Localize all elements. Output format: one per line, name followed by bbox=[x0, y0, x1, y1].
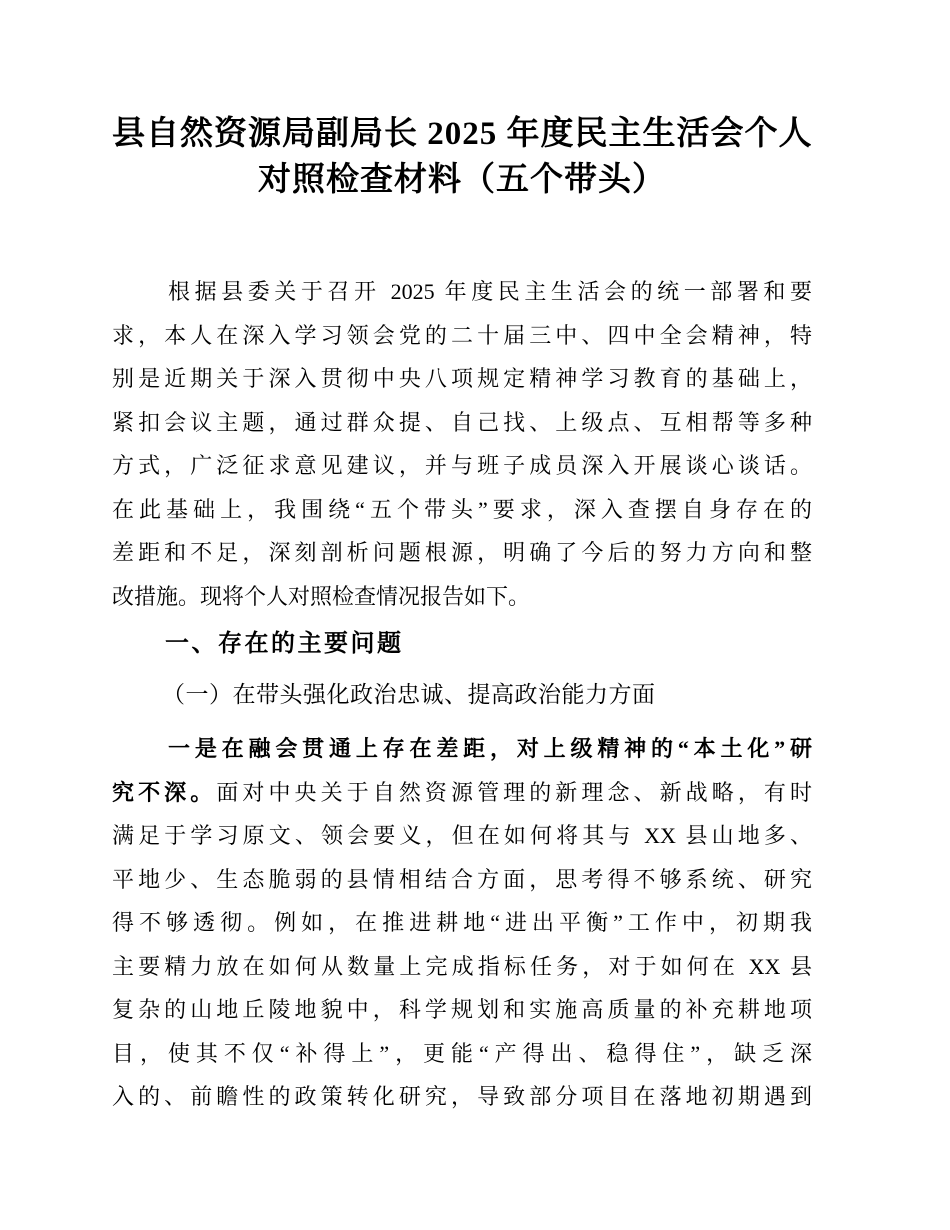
document-page bbox=[112, 0, 812, 1119]
text-line bbox=[112, 988, 812, 1032]
text-segment: 主要精力放在如何从数量上完成指标任务，对于如何在 XX 县 bbox=[112, 953, 812, 979]
issues-paragraph bbox=[112, 727, 812, 1119]
text-segment: 方式，广泛征求意见建议，并与班子成员深入开展谈心谈话。 bbox=[112, 453, 812, 478]
text-line bbox=[112, 771, 812, 815]
text-line bbox=[112, 945, 812, 989]
text-segment: 入的、前瞻性的政策转化研究，导致部分项目在落地初期遇到 bbox=[112, 1084, 812, 1109]
subsection-heading-political-loyalty: （一）在带头强化政治忠诚、提高政治能力方面 bbox=[162, 682, 656, 707]
bold-text-segment: 一是在融会贯通上存在差距，对上级精神的“本土化”研 bbox=[168, 736, 812, 761]
text-line bbox=[112, 444, 812, 488]
text-segment: 紧扣会议主题，通过群众提、自己找、上级点、互相帮等多种 bbox=[112, 409, 812, 435]
text-line bbox=[112, 1032, 812, 1076]
text-segment: 求，本人在深入学习领会党的二十届三中、四中全会精神，特 bbox=[112, 322, 812, 348]
text-segment: 平地少、生态脆弱的县情相结合方面，思考得不够系统、研究 bbox=[112, 866, 812, 892]
text-line bbox=[112, 858, 812, 902]
text-segment: 根据县委关于召开 2025 年度民主生活会的统一部署和要 bbox=[168, 279, 812, 304]
text-segment: 差距和不足，深刻剖析问题根源，明确了今后的努力方向和整 bbox=[112, 540, 812, 565]
document-title-line-1: 县自然资源局副局长 2025 年度民主生活会个人 bbox=[112, 116, 813, 152]
text-segment: 改措施。现将个人对照检查情况报告如下。 bbox=[112, 583, 531, 609]
text-line bbox=[112, 814, 812, 858]
text-line bbox=[112, 270, 812, 314]
text-line bbox=[112, 357, 812, 401]
intro-paragraph bbox=[112, 270, 812, 618]
text-line bbox=[112, 1075, 812, 1119]
section-heading-main-problems: 一、存在的主要问题 bbox=[165, 630, 404, 657]
text-line bbox=[112, 575, 812, 619]
text-line bbox=[112, 727, 812, 771]
text-line bbox=[112, 531, 812, 575]
document-title-line-2: 对照检查材料（五个带头） bbox=[258, 162, 666, 198]
text-line bbox=[112, 401, 812, 445]
text-line bbox=[112, 314, 812, 358]
text-segment: 目，使其不仅“补得上”，更能“产得出、稳得住”，缺乏深 bbox=[112, 1040, 812, 1066]
text-segment: 面对中央关于自然资源管理的新理念、新战略，有时 bbox=[216, 779, 812, 805]
text-segment: 在此基础上，我围绕“五个带头”要求，深入查摆自身存在的 bbox=[112, 496, 812, 522]
text-segment: 满足于学习原文、领会要义，但在如何将其与 XX 县山地多、 bbox=[112, 823, 812, 848]
text-segment: 复杂的山地丘陵地貌中，科学规划和实施高质量的补充耕地项 bbox=[112, 997, 812, 1022]
text-segment: 得不够透彻。例如，在推进耕地“进出平衡”工作中，初期我 bbox=[112, 910, 812, 935]
text-line bbox=[112, 901, 812, 945]
document-title bbox=[112, 0, 812, 203]
bold-text-segment: 究不深。 bbox=[112, 779, 217, 805]
text-line bbox=[112, 488, 812, 532]
text-segment: 别是近期关于深入贯彻中央八项规定精神学习教育的基础上， bbox=[112, 366, 812, 391]
